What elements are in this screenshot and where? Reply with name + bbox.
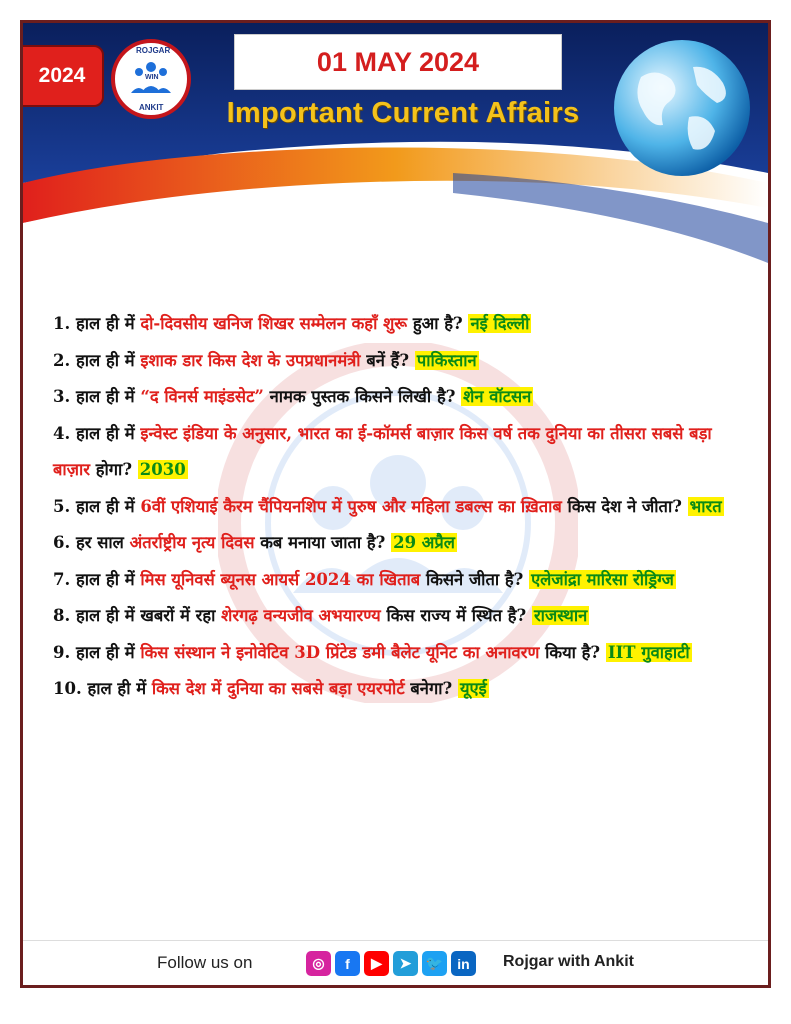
answer: पाकिस्तान [416,350,477,370]
answer: भारत [689,496,722,516]
question-suffix: किस देश ने जीता? [567,496,682,516]
question-list [53,306,753,708]
question-highlight: किस संस्थान ने इनोवेटिव 3D प्रिंटेड डमी बैलेट यूनिट का अनावरण [140,642,540,662]
answer: IIT गुवाहाटी [607,642,690,662]
question-item [53,525,753,562]
question-number: 8. [53,606,71,625]
date-label: 01 MAY 2024 [234,34,562,90]
answer: 29 अप्रैल [393,533,455,552]
question-number: 10. [53,679,82,698]
question-number: 1. [53,314,71,333]
question-item [53,598,753,635]
question-number: 2. [53,350,71,370]
question-number: 6. [53,533,71,552]
question-highlight: अंतर्राष्ट्रीय नृत्य दिवस [129,533,255,552]
answer: यूएई [459,679,487,698]
youtube-icon[interactable]: ▶ [364,951,389,976]
question-item [53,671,753,708]
social-icons [306,951,476,976]
question-prefix: हाल ही में [75,423,135,443]
question-highlight: दो-दिवसीय खनिज शिखर सम्मेलन कहाँ शुरू [140,314,408,333]
question-number: 5. [53,496,71,516]
question-suffix: हुआ है? [412,314,463,333]
question-highlight: शेरगढ़ वन्यजीव अभयारण्य [221,606,381,625]
question-suffix: किस राज्य में स्थित है? [386,606,527,625]
question-prefix: हाल ही में खबरों में रहा [75,606,216,625]
facebook-icon[interactable]: f [335,951,360,976]
year-badge: 2024 [20,45,104,107]
question-suffix: बनेगा? [410,679,453,698]
question-highlight: इन्वेस्ट इंडिया के अनुसार, भारत का ई-कॉमर्स बाज़ार किस वर्ष तक दुनिया का तीसरा सबसे बड़ा बाज़ार [53,423,712,479]
twitter-icon[interactable]: 🐦 [422,951,447,976]
question-suffix: कब मनाया जाता है? [260,533,386,552]
question-suffix: होगा? [95,460,132,479]
question-item [53,635,753,672]
instagram-icon[interactable]: ◎ [306,951,331,976]
follow-label: Follow us on [157,953,253,972]
question-prefix: हर साल [75,533,124,552]
logo-top-text: ROJGAR [136,46,171,55]
question-highlight: किस देश में दुनिया का सबसे बड़ा एयरपोर्ट [151,679,405,698]
question-item [53,306,753,343]
question-highlight: 6वीं एशियाई कैरम चैंपियनशिप में पुरुष और महिला डबल्स का ख़िताब [140,496,562,516]
logo-center-text: WIN [145,74,159,81]
question-prefix: हाल ही में [75,569,135,589]
page-title: Important Current Affairs [226,97,580,129]
answer: 2030 [139,460,186,479]
question-suffix: किया है? [545,642,601,662]
question-highlight: मिस यूनिवर्स ब्यूनस आयर्स 2024 का खिताब [140,569,421,589]
rojgar-ankit-logo [111,39,191,119]
question-number: 9. [53,642,71,662]
linkedin-icon[interactable]: in [451,951,476,976]
question-number: 3. [53,387,71,406]
question-suffix: नामक पुस्तक किसने लिखी है? [269,387,456,406]
question-item [53,379,753,416]
telegram-icon[interactable]: ➤ [393,951,418,976]
channel-name: Rojgar with Ankit [503,953,634,970]
question-highlight: “द विनर्स माइंडसेट” [140,387,264,406]
people-icon [115,43,187,115]
question-number: 4. [53,423,71,443]
question-item [53,489,753,526]
question-item [53,562,753,599]
question-prefix: हाल ही में [75,496,135,516]
footer-bar [23,940,768,988]
globe-icon [611,37,753,179]
question-prefix: हाल ही में [75,642,135,662]
page-frame [20,20,771,988]
question-prefix: हाल ही में [87,679,147,698]
question-suffix: किसने जीता है? [425,569,524,589]
answer: एलेजांद्रा मारिसा रोड्रिग्ज [531,569,674,589]
question-suffix: बनें हैं? [366,350,410,370]
question-number: 7. [53,569,71,589]
logo-bottom-text: ANKIT [139,103,164,112]
answer: राजस्थान [533,606,588,625]
answer: शेन वॉटसन [463,387,532,406]
question-prefix: हाल ही में [75,314,135,333]
question-prefix: हाल ही में [75,387,135,406]
question-item [53,343,753,380]
question-highlight: इशाक डार किस देश के उपप्रधानमंत्री [140,350,361,370]
question-item [53,416,753,489]
question-prefix: हाल ही में [75,350,135,370]
answer: नई दिल्ली [470,314,530,333]
